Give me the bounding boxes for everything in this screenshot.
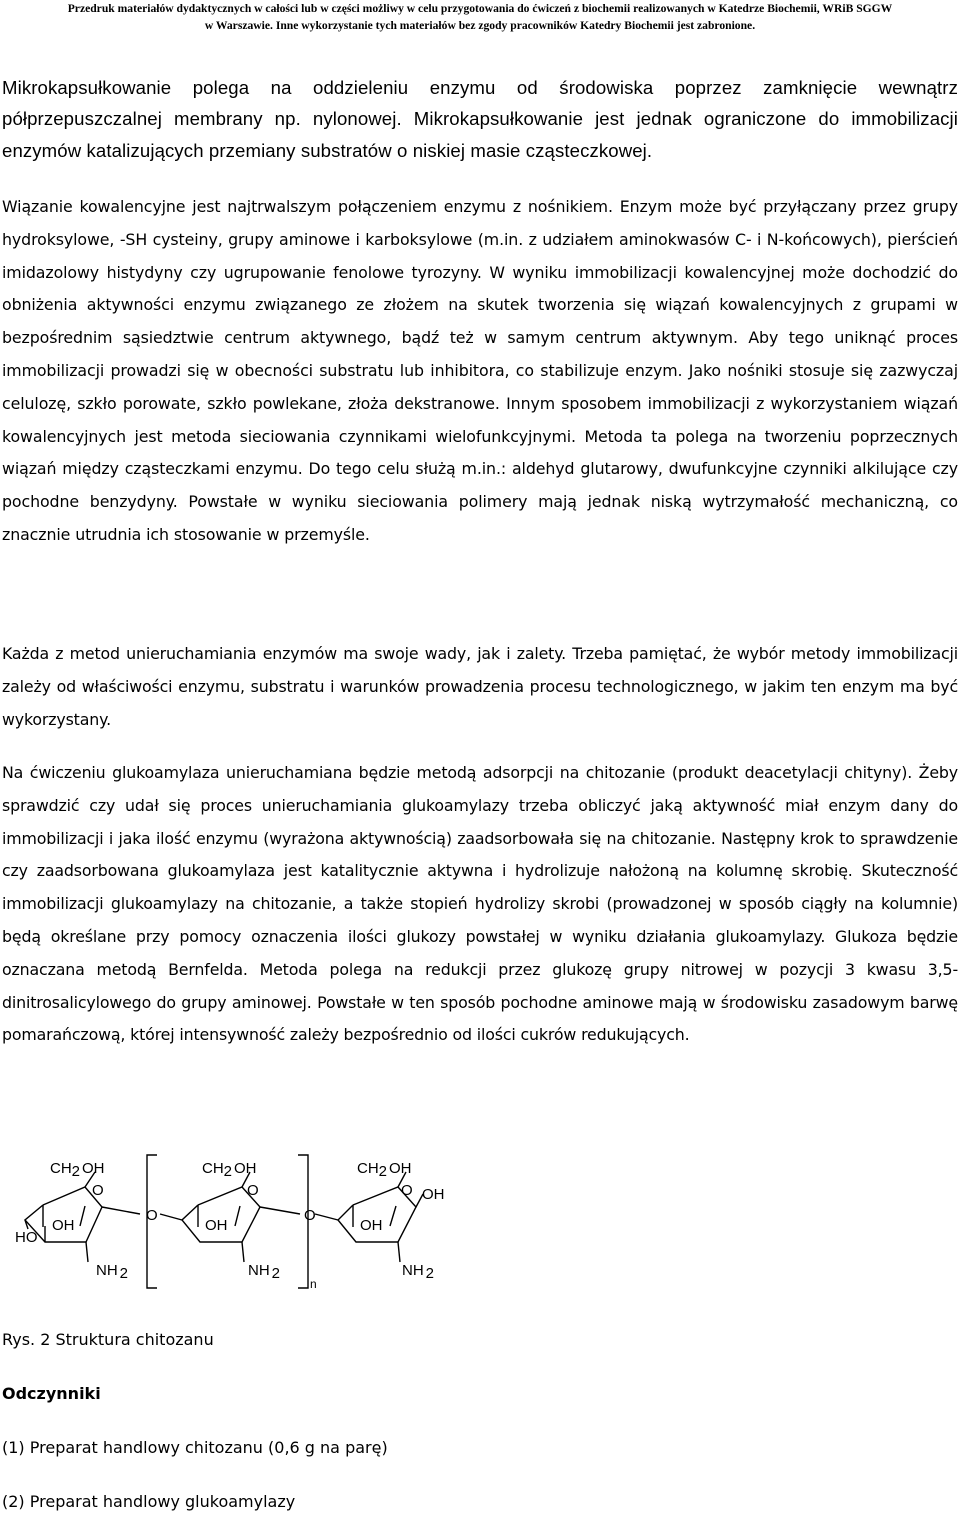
- figure-caption: Rys. 2 Struktura chitozanu: [2, 1330, 214, 1349]
- ring-oxygen-label-1: O: [92, 1182, 104, 1199]
- terminal-oh-label: OH: [422, 1186, 445, 1203]
- chitosan-structure-diagram: [10, 1148, 445, 1298]
- header-line-2: w Warszawie. Inne wykorzystanie tych materiałów bez zgody pracowników Katedry Biochemii jest zabronione.: [204, 19, 756, 32]
- ho-label: HO: [15, 1229, 38, 1246]
- oh-label-1: OH: [52, 1217, 75, 1234]
- reagent-item-2: (2) Preparat handlowy glukoamylazy: [2, 1492, 296, 1511]
- glycosidic-oxygen-label-1: O: [146, 1207, 158, 1224]
- reagent-item-1: (1) Preparat handlowy chitozanu (0,6 g na parę): [2, 1438, 388, 1457]
- ch2oh-label-2: CH2 OH: [202, 1160, 257, 1180]
- paragraph-microencapsulation: Mikrokapsułkowanie polega na oddzieleniu enzymu od środowiska poprzez zamknięcie wewnątrz półprzepuszczalnej membrany np. nylonowej. Mikrokapsułkowanie jest jednak ograniczone do immobilizacji enzymów katalizujących przemiany substratów o niskiej masie cząsteczkowej.: [2, 77, 958, 161]
- ring-oxygen-label-2: O: [247, 1182, 259, 1199]
- paragraph-exercise-description: Na ćwiczeniu glukoamylaza unieruchamiana będzie metodą adsorpcji na chitozanie (produkt deacetylacji chityny). Żeby sprawdzić czy udał się proces unieruchamiania glukoamylazy trzeba obliczyć jaką aktywność miał enzym dany do immobilizacji i jaka ilość enzymu (wyrażona aktywnością) zaadsorbowała się na chitozanie. Następny krok to sprawdzenie czy zaadsorbowana glukoamylaza jest katalitycznie aktywna i hydrolizuje nałożoną na kolumnę skrobię. Skuteczność immobilizacji glukoamylazy na chitozanie, a także stopień hydrolizy skrobi (prowadzonej w sposób ciągły na kolumnie) będą określane przy pomocy oznaczenia ilości glukozy powstałej w wyniku działania glukoamylazy. Glukoza będzie oznaczana metodą Bernfelda. Metoda polega na redukcji przez glukozę grupy nitrowej w pozycji 3 kwasu 3,5-dinitrosalicylowego do grupy aminowej. Powstałe w ten sposób pochodne aminowe mają w środowisku zasadowym barwę pomarańczową, której intensywność zależy bezpośrednio od ilości cukrów redukujących.: [2, 763, 958, 1045]
- ring-oxygen-label-3: O: [401, 1182, 413, 1199]
- glycosidic-oxygen-label-2: O: [304, 1207, 316, 1224]
- oh-label-3: OH: [360, 1217, 383, 1234]
- oh-label-2: OH: [205, 1217, 228, 1234]
- repeat-n-label: n: [310, 1277, 317, 1291]
- nh2-label-3: NH 2: [402, 1262, 435, 1282]
- nh2-label-1: NH 2: [96, 1262, 129, 1282]
- page-header: [0, 0, 960, 34]
- header-line-1: Przedruk materiałów dydaktycznych w całości lub w części możliwy w celu przygotowania do ćwiczeń z biochemii realizowanych w Katedrze Biochemii, WRiB SGGW: [67, 2, 893, 15]
- ch2oh-label-1: CH2 OH: [50, 1160, 105, 1180]
- nh2-label-2: NH 2: [248, 1262, 281, 1282]
- paragraph-covalent-binding: Wiązanie kowalencyjne jest najtrwalszym połączeniem enzymu z nośnikiem. Enzym może być przyłączany przez grupy hydroksylowe, -SH cysteiny, grupy aminowe i karboksylowe (m.in. z udziałem aminokwasów C- i N-końcowych), pierścień imidazolowy histydyny czy ugrupowanie fenolowe tyrozyny. W wyniku immobilizacji kowalencyjnej może dochodzić do obniżenia aktywności enzymu związanego ze złożem na skutek tworzenia się wiązań kowalencyjnych z grupami w bezpośrednim sąsiedztwie centrum aktywnego, bądź też w samym centrum aktywnym. Aby tego uniknąć proces immobilizacji prowadzi się w obecności substratu lub inhibitora, co stabilizuje enzym. Jako nośniki stosuje się zazwyczaj celulozę, szkło porowate, szkło powlekane, złoża dekstranowe. Innym sposobem immobilizacji z wykorzystaniem wiązań kowalencyjnych jest metoda sieciowania czynnikami wielofunkcyjnymi. Metoda ta polega na tworzeniu poprzecznych wiązań między cząsteczkami enzymu. Do tego celu służą m.in.: aldehyd glutarowy, dwufunkcyjne czynniki alkilujące czy pochodne benzydyny. Powstałe w wyniku sieciowania polimery mają jednak niską wytrzymałość mechaniczną, co znacznie utrudnia ich stosowanie w przemyśle.: [2, 197, 958, 544]
- reagents-heading: Odczynniki: [2, 1384, 101, 1403]
- ch2oh-label-3: CH2 OH: [357, 1160, 412, 1180]
- paragraph-method-choice: Każda z metod unieruchamiania enzymów ma swoje wady, jak i zalety. Trzeba pamiętać, że wybór metody immobilizacji zależy od właściwości enzymu, substratu i warunków prowadzenia procesu technologicznego, w jakim ten enzym ma być wykorzystany.: [2, 644, 958, 729]
